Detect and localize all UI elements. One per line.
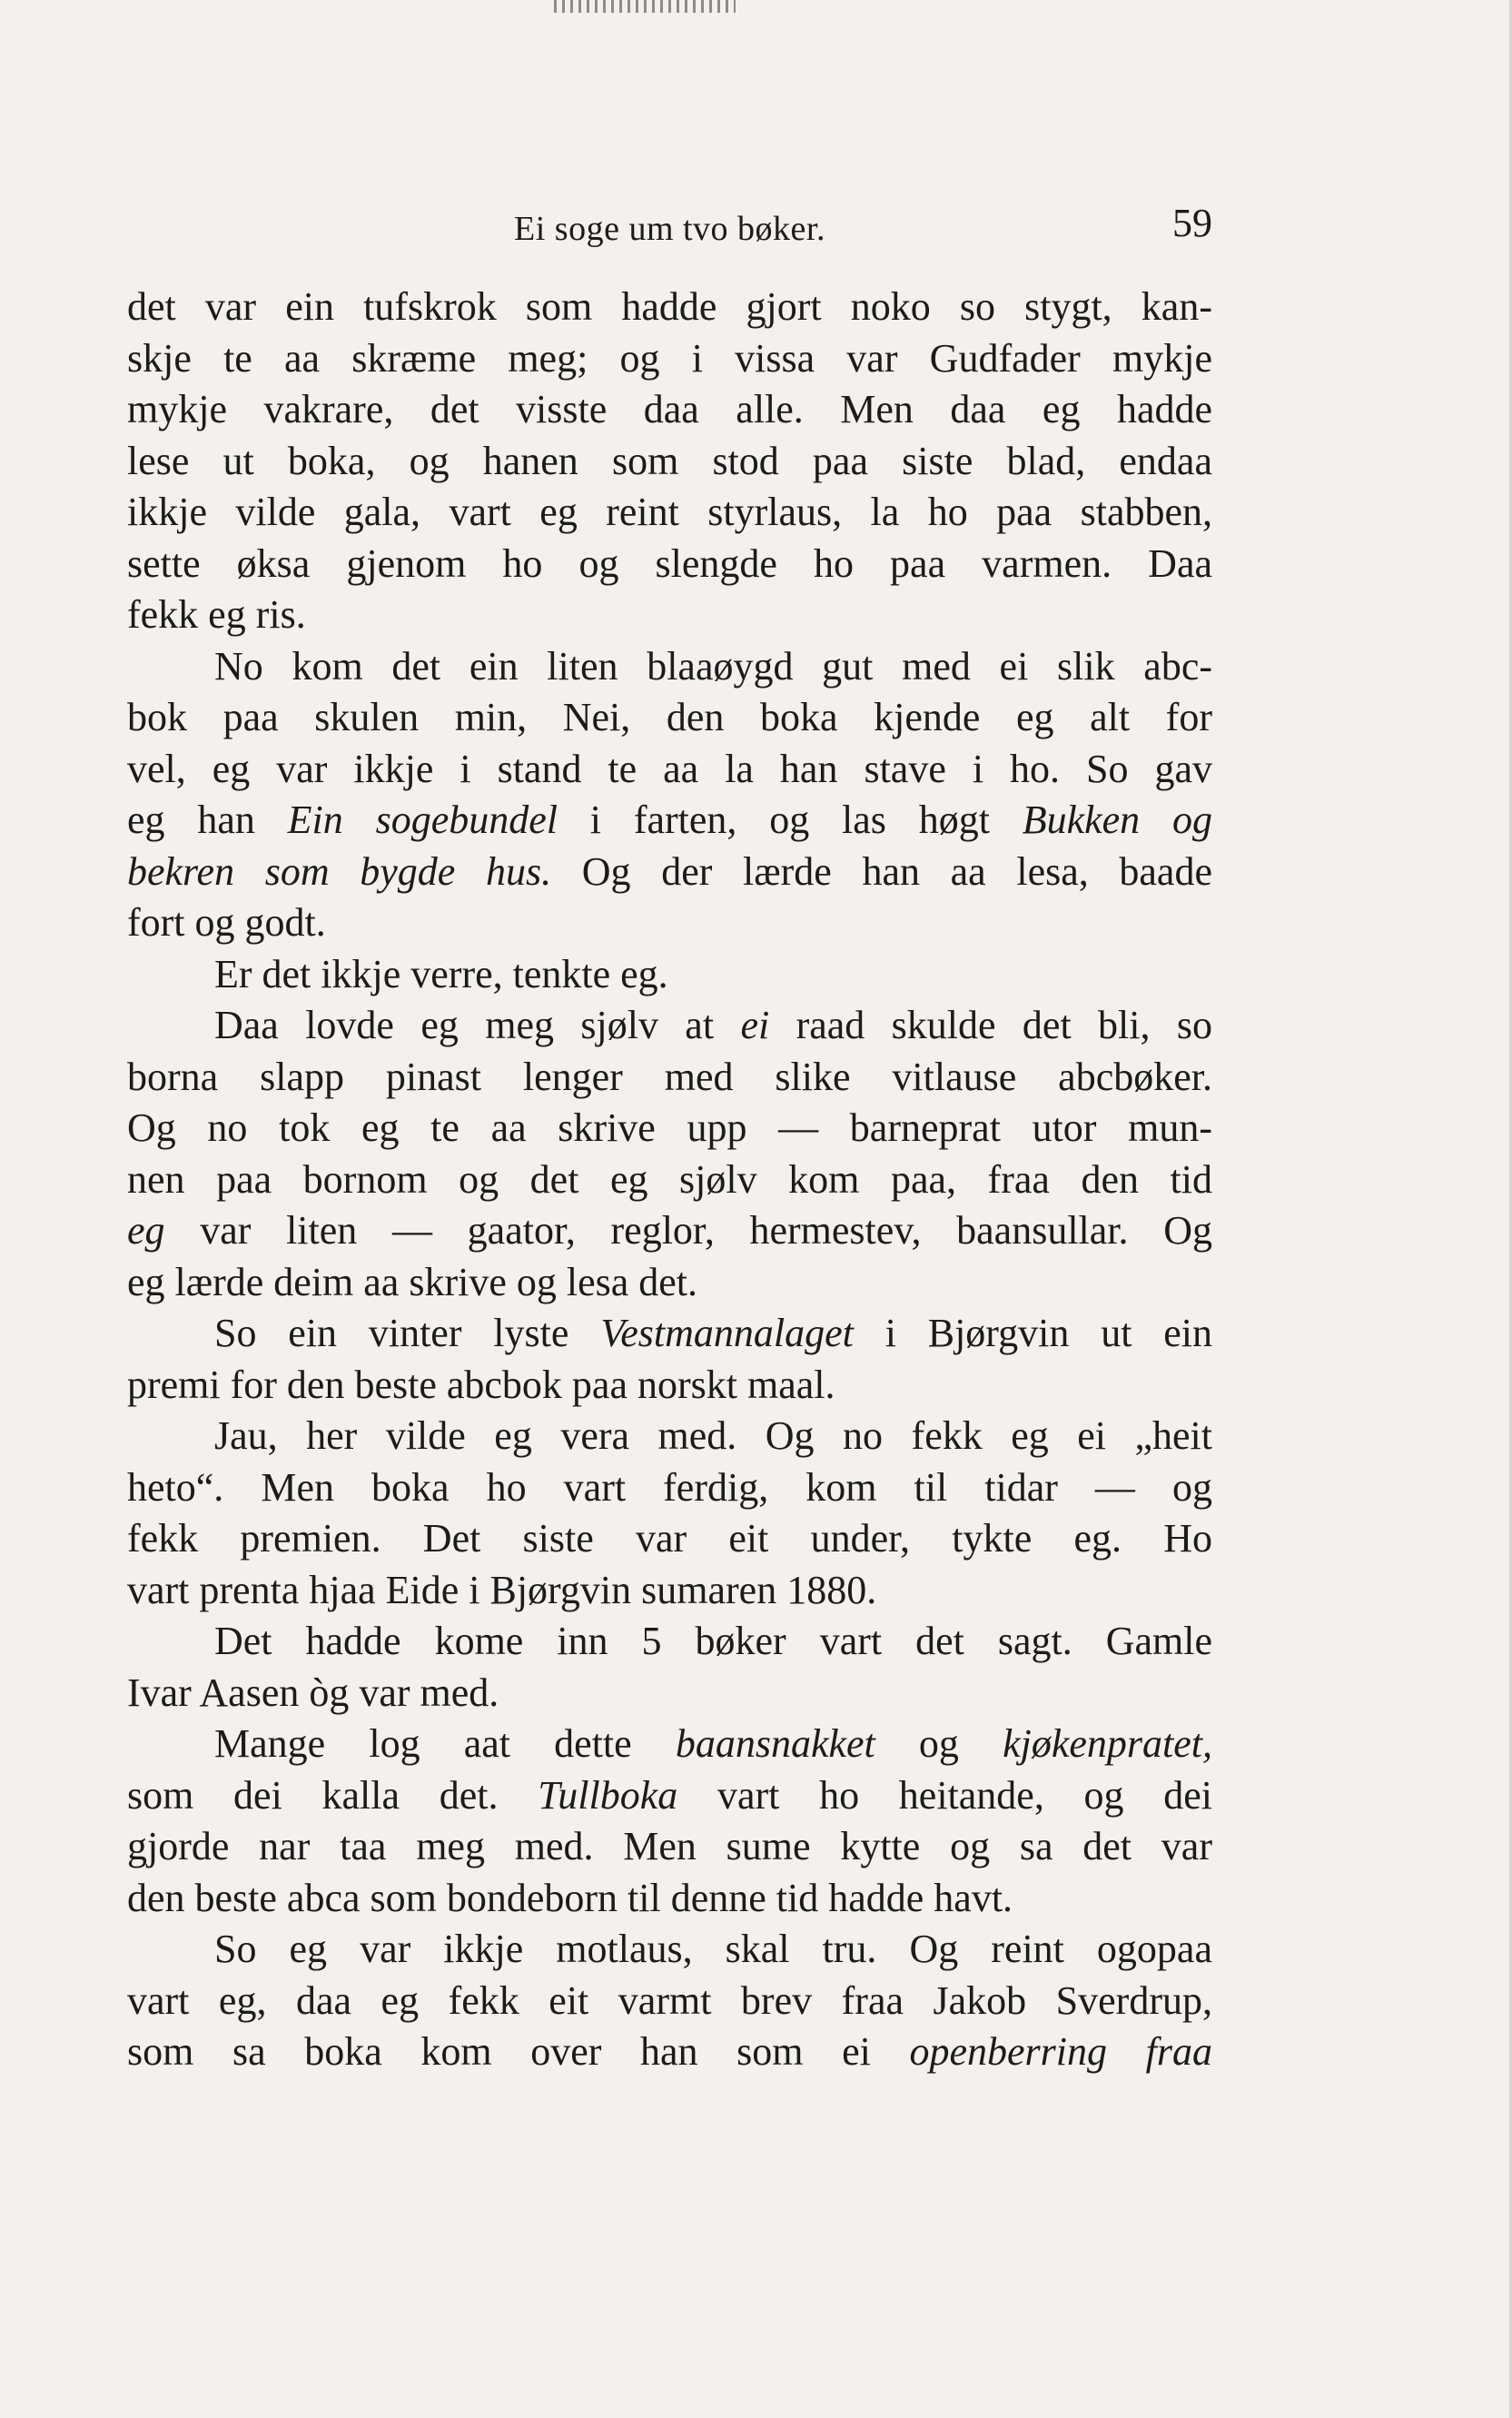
text-line [127,1462,1212,1514]
text-run: i Bjørgvin ut ein [853,1311,1212,1355]
text-run: vart eg, daa eg fekk eit varmt brev fraa Jakob Sverdrup, [127,1977,1212,2023]
text-line [127,1565,1212,1617]
text-run: Og der lærde han aa lesa, baade [551,848,1212,894]
text-line [127,1668,1212,1719]
italic-text: ei [740,1003,770,1047]
text-line [127,1308,1212,1360]
text-line [127,795,1212,847]
text-line [127,641,1212,693]
text-run: Jau, her vilde eg vera med. Og no fekk eg ei „heit [214,1413,1212,1458]
text-run: raad skulde det bli, so [769,1003,1213,1047]
italic-text: Ein sogebundel [287,798,558,842]
italic-text: bekren som bygde hus. [127,848,552,894]
text-run: lese ut boka, og hanen som stod paa siste blad, endaa [127,438,1212,483]
text-run: eg lærde deim aa skrive og lesa det. [127,1259,698,1304]
text-run: som dei kalla det. [127,1772,539,1818]
text-run: heto“. Men boka ho vart ferdig, kom til tidar — og [127,1464,1212,1510]
text-run: vel, eg var ikkje i stand te aa la han stave i ho. So gav [127,746,1212,791]
text-run: So eg var ikkje motlaus, skal tru. Og reint ogopaa [214,1927,1212,1971]
text-run: premi for den beste abcbok paa norskt maal. [127,1362,835,1407]
text-line [127,692,1212,744]
text-line [127,487,1212,539]
text-run: Daa lovde eg meg sjølv at [214,1003,741,1047]
italic-text: kjøkenpratet, [1003,1721,1212,1766]
text-run: Det hadde kome inn 5 bøker vart det sagt. Gamle [214,1619,1212,1663]
text-run: var liten — gaator, reglor, hermestev, baansullar. Og [164,1208,1212,1253]
text-line [127,1411,1212,1462]
text-line [127,1052,1212,1104]
body-text [127,282,1212,2078]
text-line [127,436,1212,488]
text-run: ikkje vilde gala, vart eg reint styrlaus, la ho paa stabben, [127,490,1212,534]
text-line [127,1821,1212,1873]
text-line [127,1103,1212,1154]
italic-text: eg [127,1208,165,1253]
text-run: Mange log aat dette [214,1721,676,1766]
text-line [127,1513,1212,1565]
text-run: fekk premien. Det siste var eit under, tykte eg. Ho [127,1516,1212,1561]
text-run: vart prenta hjaa Eide i Bjørgvin sumaren 1880. [127,1567,877,1612]
text-run: Ivar Aasen òg var med. [127,1670,499,1715]
scan-edge-mark [554,0,736,13]
text-line [127,1360,1212,1412]
text-line [127,1719,1212,1770]
text-line [127,1257,1212,1309]
running-title: Ei soge um tvo bøker. [514,210,825,248]
text-run: Og no tok eg te aa skrive upp — barneprat utor mun- [127,1105,1212,1150]
text-run: fekk eg ris. [127,592,306,637]
text-line [127,897,1212,949]
text-run: sette øksa gjenom ho og slengde ho paa varmen. Daa [127,540,1212,586]
text-run: nen paa bornom og det eg sjølv kom paa, fraa den tid [127,1156,1212,1202]
italic-text: Tullboka [538,1772,678,1818]
text-run: So ein vinter lyste [214,1311,601,1355]
text-run: bok paa skulen min, Nei, den boka kjende eg alt for [127,695,1212,739]
text-run: gjorde nar taa meg med. Men sume kytte og sa det var [127,1824,1212,1868]
text-line [127,539,1212,590]
page-number: 59 [1172,201,1212,245]
text-run: den beste abca som bondeborn til denne tid hadde havt. [127,1875,1013,1920]
text-run: No kom det ein liten blaaøygd gut med ei slik abc- [214,643,1212,689]
running-header [127,200,1212,254]
text-run: fort og godt. [127,900,326,945]
text-line [127,590,1212,641]
text-run: Er det ikkje verre, tenkte eg. [214,951,668,996]
text-run: det var ein tufskrok som hadde gjort noko so stygt, kan- [127,284,1212,329]
text-run: skje te aa skræme meg; og i vissa var Gudfader mykje [127,335,1212,381]
text-run: mykje vakrare, det visste daa alle. Men daa eg hadde [127,387,1212,431]
text-line [127,744,1212,796]
text-line [127,1770,1212,1822]
italic-text: openberring fraa [909,2029,1212,2074]
italic-text: baansnakket [675,1721,875,1766]
text-line [127,1205,1212,1257]
text-line [127,1154,1212,1206]
italic-text: Bukken og [1022,798,1212,842]
text-line [127,282,1212,333]
text-run: i farten, og las høgt [557,798,1023,842]
text-line [127,1924,1212,1976]
text-line [127,1976,1212,2027]
text-run: eg han [127,798,288,842]
text-line [127,1873,1212,1925]
text-line [127,1000,1212,1052]
text-line [127,949,1212,1001]
text-run: borna slapp pinast lenger med slike vitlause abcbøker. [127,1054,1212,1099]
text-run: og [875,1721,1003,1766]
text-line [127,1616,1212,1668]
text-line [127,384,1212,436]
text-run: vart ho heitande, og dei [677,1772,1212,1818]
text-line [127,2027,1212,2078]
text-line [127,333,1212,385]
italic-text: Vestmannalaget [600,1311,854,1355]
text-line [127,847,1212,898]
text-run: som sa boka kom over han som ei [127,2029,910,2074]
